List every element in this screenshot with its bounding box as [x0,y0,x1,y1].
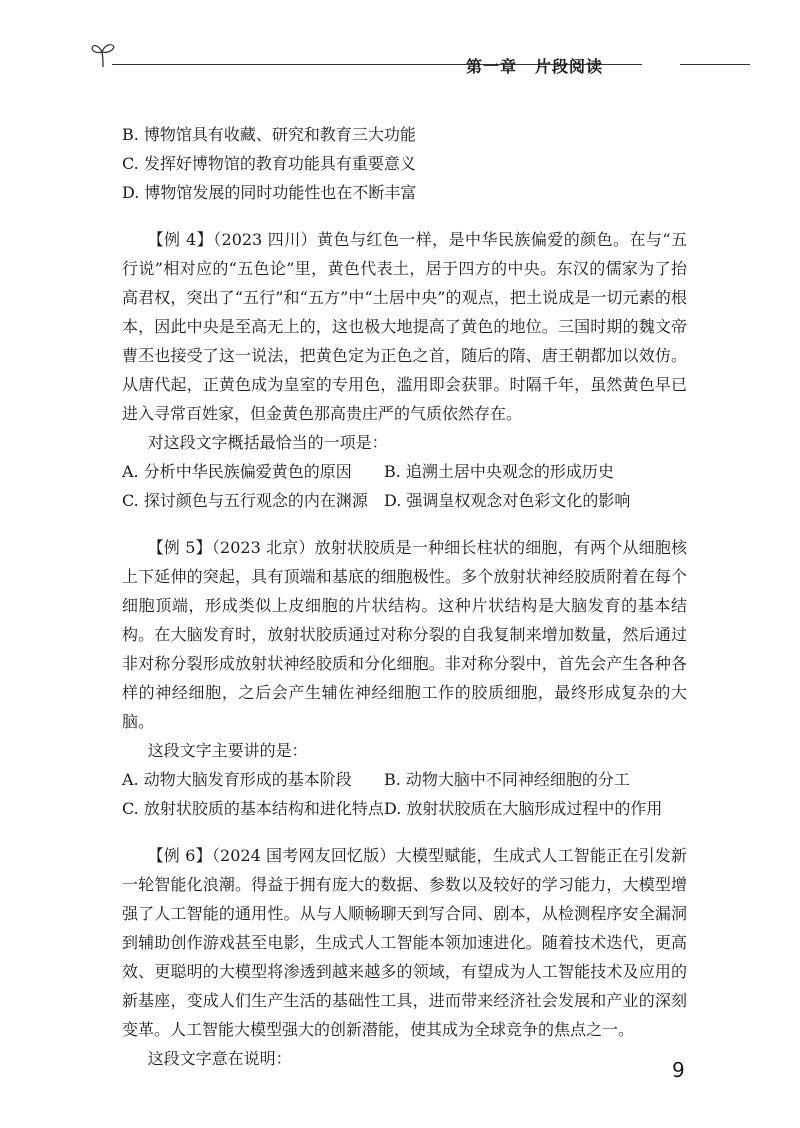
example4-text: 【例 4】（2023 四川）黄色与红色一样，是中华民族偏爱的颜色。在与“五行说”相对应的“五色论”里，黄色代表土，居于四方的中央。东汉的儒家为了抬高君权，突出了“五行”和“五方”中“土居中央”的观点，把土说成是一切元素的根本，因此中央是至高无上的，这也极大地提高了黄色的地位。三国时期的魏文帝曹丕也接受了这一说法，把黄色定为正色之首，随后的隋、唐王朝都加以效仿。从唐代起，正黄色成为皇室的专用色，滥用即会获罪。时隔千年，虽然黄色早已进入寻常百姓家，但金黄色那高贵庄严的气质依然存在。 [122,230,687,423]
example6-question: 这段文字意在说明： [147,1049,292,1068]
example4-option-b: B. 追溯土居中央观念的形成历史 [384,462,614,481]
example5-text: 【例 5】（2023 北京）放射状胶质是一种细长柱状的细胞，有两个从细胞核上下延伸的突起，具有顶端和基底的细胞极性。多个放射状神经胶质附着在每个细胞顶端，形成类似上皮细胞的片状结构。这种片状结构是大脑发育的基本结构。在大脑发育时，放射状胶质通过对称分裂的自我复制来增加数量，然后通过非对称分裂形成放射状神经胶质和分化细胞。非对称分裂中，首先会产生各种各样的神经细胞，之后会产生辅佐神经细胞工作的胶质细胞，最终形成复杂的大脑。 [122,538,687,731]
header-rule-right [680,64,750,65]
example5-option-d: D. 放射状胶质在大脑形成过程中的作用 [384,799,663,818]
example5-options [122,765,687,823]
chapter-label: 第一章 [466,57,518,76]
example4-option-c: C. 探讨颜色与五行观念的内在渊源 [122,491,368,510]
prev-option-c: C. 发挥好博物馆的教育功能具有重要意义 [122,154,416,173]
example5-question: 这段文字主要讲的是： [147,741,308,760]
page-content [122,120,687,1073]
example4-options [122,457,687,515]
prev-option-b: B. 博物馆具有收藏、研究和教育三大功能 [122,125,416,144]
example5-option-a: A. 动物大脑发育形成的基本阶段 [122,770,352,789]
example4-question: 对这段文字概括最恰当的一项是： [147,433,388,452]
example5-option-b: B. 动物大脑中不同神经细胞的分工 [384,770,630,789]
page-number: 9 [672,1058,685,1082]
chapter-title [466,54,603,77]
example6-text: 【例 6】（2024 国考网友回忆版）大模型赋能，生成式人工智能正在引发新一轮智能化浪潮。得益于拥有庞大的数据、参数以及较好的学习能力，大模型增强了人工智能的通用性。从与人顺畅聊天到写合同、剧本，从检测程序安全漏洞到辅助创作游戏甚至电影，生成式人工智能本领加速进化。随着技术迭代，更高效、更聪明的大模型将渗透到越来越多的领域，有望成为人工智能技术及应用的新基座，变成人们生产生活的基础性工具，进而带来经济社会发展和产业的深刻变革。人工智能大模型强大的创新潜能，使其成为全球竞争的焦点之一。 [122,846,687,1039]
example4-option-d: D. 强调皇权观念对色彩文化的影响 [384,491,631,510]
example5-option-c: C. 放射状胶质的基本结构和进化特点 [122,799,384,818]
example4-option-a: A. 分析中华民族偏爱黄色的原因 [122,462,352,481]
page-header [90,40,750,80]
prev-option-d: D. 博物馆发展的同时功能性也在不断丰富 [122,183,417,202]
section-label: 片段阅读 [535,57,604,76]
